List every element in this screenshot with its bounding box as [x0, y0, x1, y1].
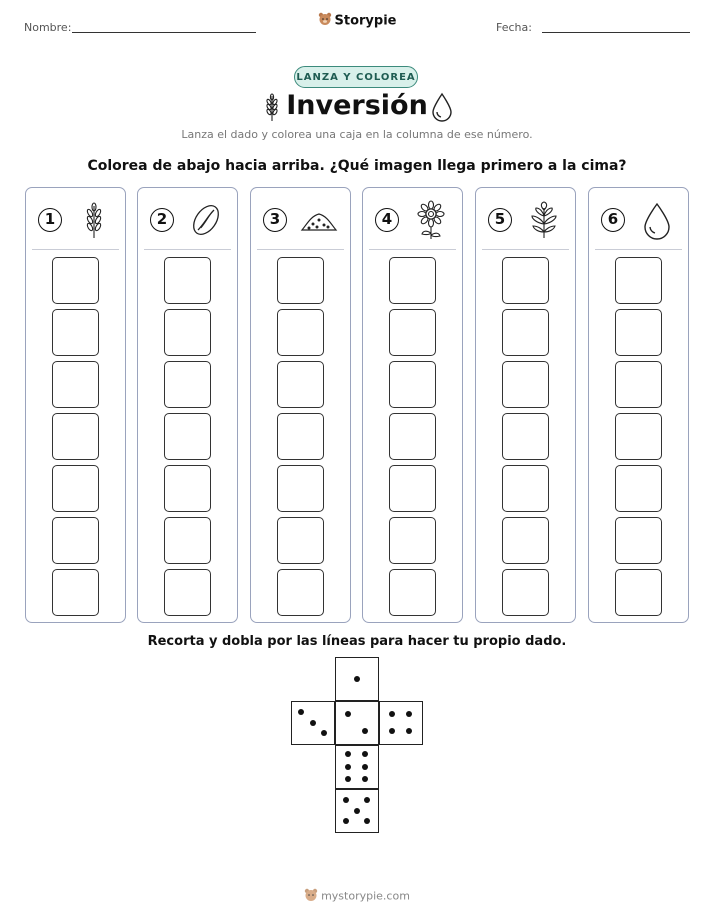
color-box[interactable] [389, 413, 436, 460]
column-number: 6 [601, 208, 625, 232]
activity-badge: LANZA Y COLOREA [294, 66, 418, 88]
brand-logo [0, 12, 714, 30]
plant-icon [524, 200, 564, 240]
color-box[interactable] [52, 569, 99, 616]
color-box[interactable] [277, 361, 324, 408]
color-box[interactable] [164, 465, 211, 512]
column-divider [257, 249, 344, 250]
pip [345, 776, 351, 782]
wheat-icon [74, 200, 114, 240]
footer [0, 888, 714, 905]
pip [362, 764, 368, 770]
name-line[interactable] [72, 32, 256, 33]
bear-icon [304, 888, 318, 905]
page-title: Inversión [286, 90, 428, 121]
color-box[interactable] [615, 361, 662, 408]
pip [310, 720, 316, 726]
bear-icon [318, 12, 332, 30]
soil-pile-icon [299, 200, 339, 240]
color-box[interactable] [164, 257, 211, 304]
color-box[interactable] [615, 309, 662, 356]
column-number: 1 [38, 208, 62, 232]
color-box[interactable] [164, 569, 211, 616]
column-number: 2 [150, 208, 174, 232]
color-box[interactable] [52, 465, 99, 512]
color-box[interactable] [164, 361, 211, 408]
color-box[interactable] [277, 569, 324, 616]
color-box[interactable] [502, 257, 549, 304]
color-box[interactable] [389, 517, 436, 564]
date-line[interactable] [542, 32, 690, 33]
color-box[interactable] [502, 569, 549, 616]
sunflower-icon [411, 200, 451, 240]
color-box[interactable] [164, 517, 211, 564]
dice-face-1 [335, 657, 379, 701]
color-box[interactable] [389, 309, 436, 356]
pip [364, 818, 370, 824]
pip [406, 711, 412, 717]
column-6 [588, 187, 689, 623]
column-divider [482, 249, 569, 250]
color-box[interactable] [502, 517, 549, 564]
pip [362, 728, 368, 734]
pip [343, 797, 349, 803]
column-number: 3 [263, 208, 287, 232]
color-box[interactable] [277, 257, 324, 304]
color-box[interactable] [502, 361, 549, 408]
color-box[interactable] [52, 361, 99, 408]
brand-name: Storypie [334, 13, 397, 29]
color-box[interactable] [52, 517, 99, 564]
color-box[interactable] [615, 569, 662, 616]
footer-url[interactable]: mystorypie.com [321, 889, 410, 903]
column-divider [595, 249, 682, 250]
color-box[interactable] [502, 309, 549, 356]
pip [345, 751, 351, 757]
pip [406, 728, 412, 734]
dice-face-6 [335, 745, 379, 789]
pip [389, 728, 395, 734]
column-2 [137, 187, 238, 623]
dice-instruction: Recorta y dobla por las líneas para hacer tu propio dado. [147, 634, 567, 649]
instruction: Colorea de abajo hacia arriba. ¿Qué imagen llega primero a la cima? [87, 158, 627, 174]
pip [389, 711, 395, 717]
column-3 [250, 187, 351, 623]
pip [354, 676, 360, 682]
color-box[interactable] [615, 257, 662, 304]
color-box[interactable] [277, 413, 324, 460]
color-box[interactable] [615, 465, 662, 512]
color-box[interactable] [277, 309, 324, 356]
color-box[interactable] [277, 517, 324, 564]
pip [298, 709, 304, 715]
color-box[interactable] [52, 309, 99, 356]
column-1 [25, 187, 126, 623]
dice-face-5 [335, 789, 379, 833]
color-box[interactable] [389, 465, 436, 512]
name-label: Nombre: [24, 21, 72, 34]
pip [362, 751, 368, 757]
water-drop-icon [637, 200, 677, 240]
color-box[interactable] [52, 413, 99, 460]
dice-face-3 [291, 701, 335, 745]
pip [345, 711, 351, 717]
dice-face-2 [335, 701, 379, 745]
color-box[interactable] [615, 517, 662, 564]
subtitle: Lanza el dado y colorea una caja en la columna de ese número. [181, 128, 533, 141]
column-divider [144, 249, 231, 250]
column-divider [369, 249, 456, 250]
pip [345, 764, 351, 770]
column-4 [362, 187, 463, 623]
date-label: Fecha: [496, 21, 532, 34]
color-box[interactable] [502, 413, 549, 460]
column-number: 5 [488, 208, 512, 232]
color-box[interactable] [164, 413, 211, 460]
pip [321, 730, 327, 736]
column-divider [32, 249, 119, 250]
water-drop-icon [430, 92, 454, 122]
dice-face-4 [379, 701, 423, 745]
color-box[interactable] [277, 465, 324, 512]
color-box[interactable] [52, 257, 99, 304]
color-box[interactable] [389, 257, 436, 304]
pip [364, 797, 370, 803]
color-box[interactable] [502, 465, 549, 512]
pip [343, 818, 349, 824]
seed-icon [186, 200, 226, 240]
color-box[interactable] [164, 309, 211, 356]
column-5 [475, 187, 576, 623]
color-box[interactable] [389, 569, 436, 616]
color-box[interactable] [615, 413, 662, 460]
column-number: 4 [375, 208, 399, 232]
pip [354, 808, 360, 814]
pip [362, 776, 368, 782]
color-box[interactable] [389, 361, 436, 408]
